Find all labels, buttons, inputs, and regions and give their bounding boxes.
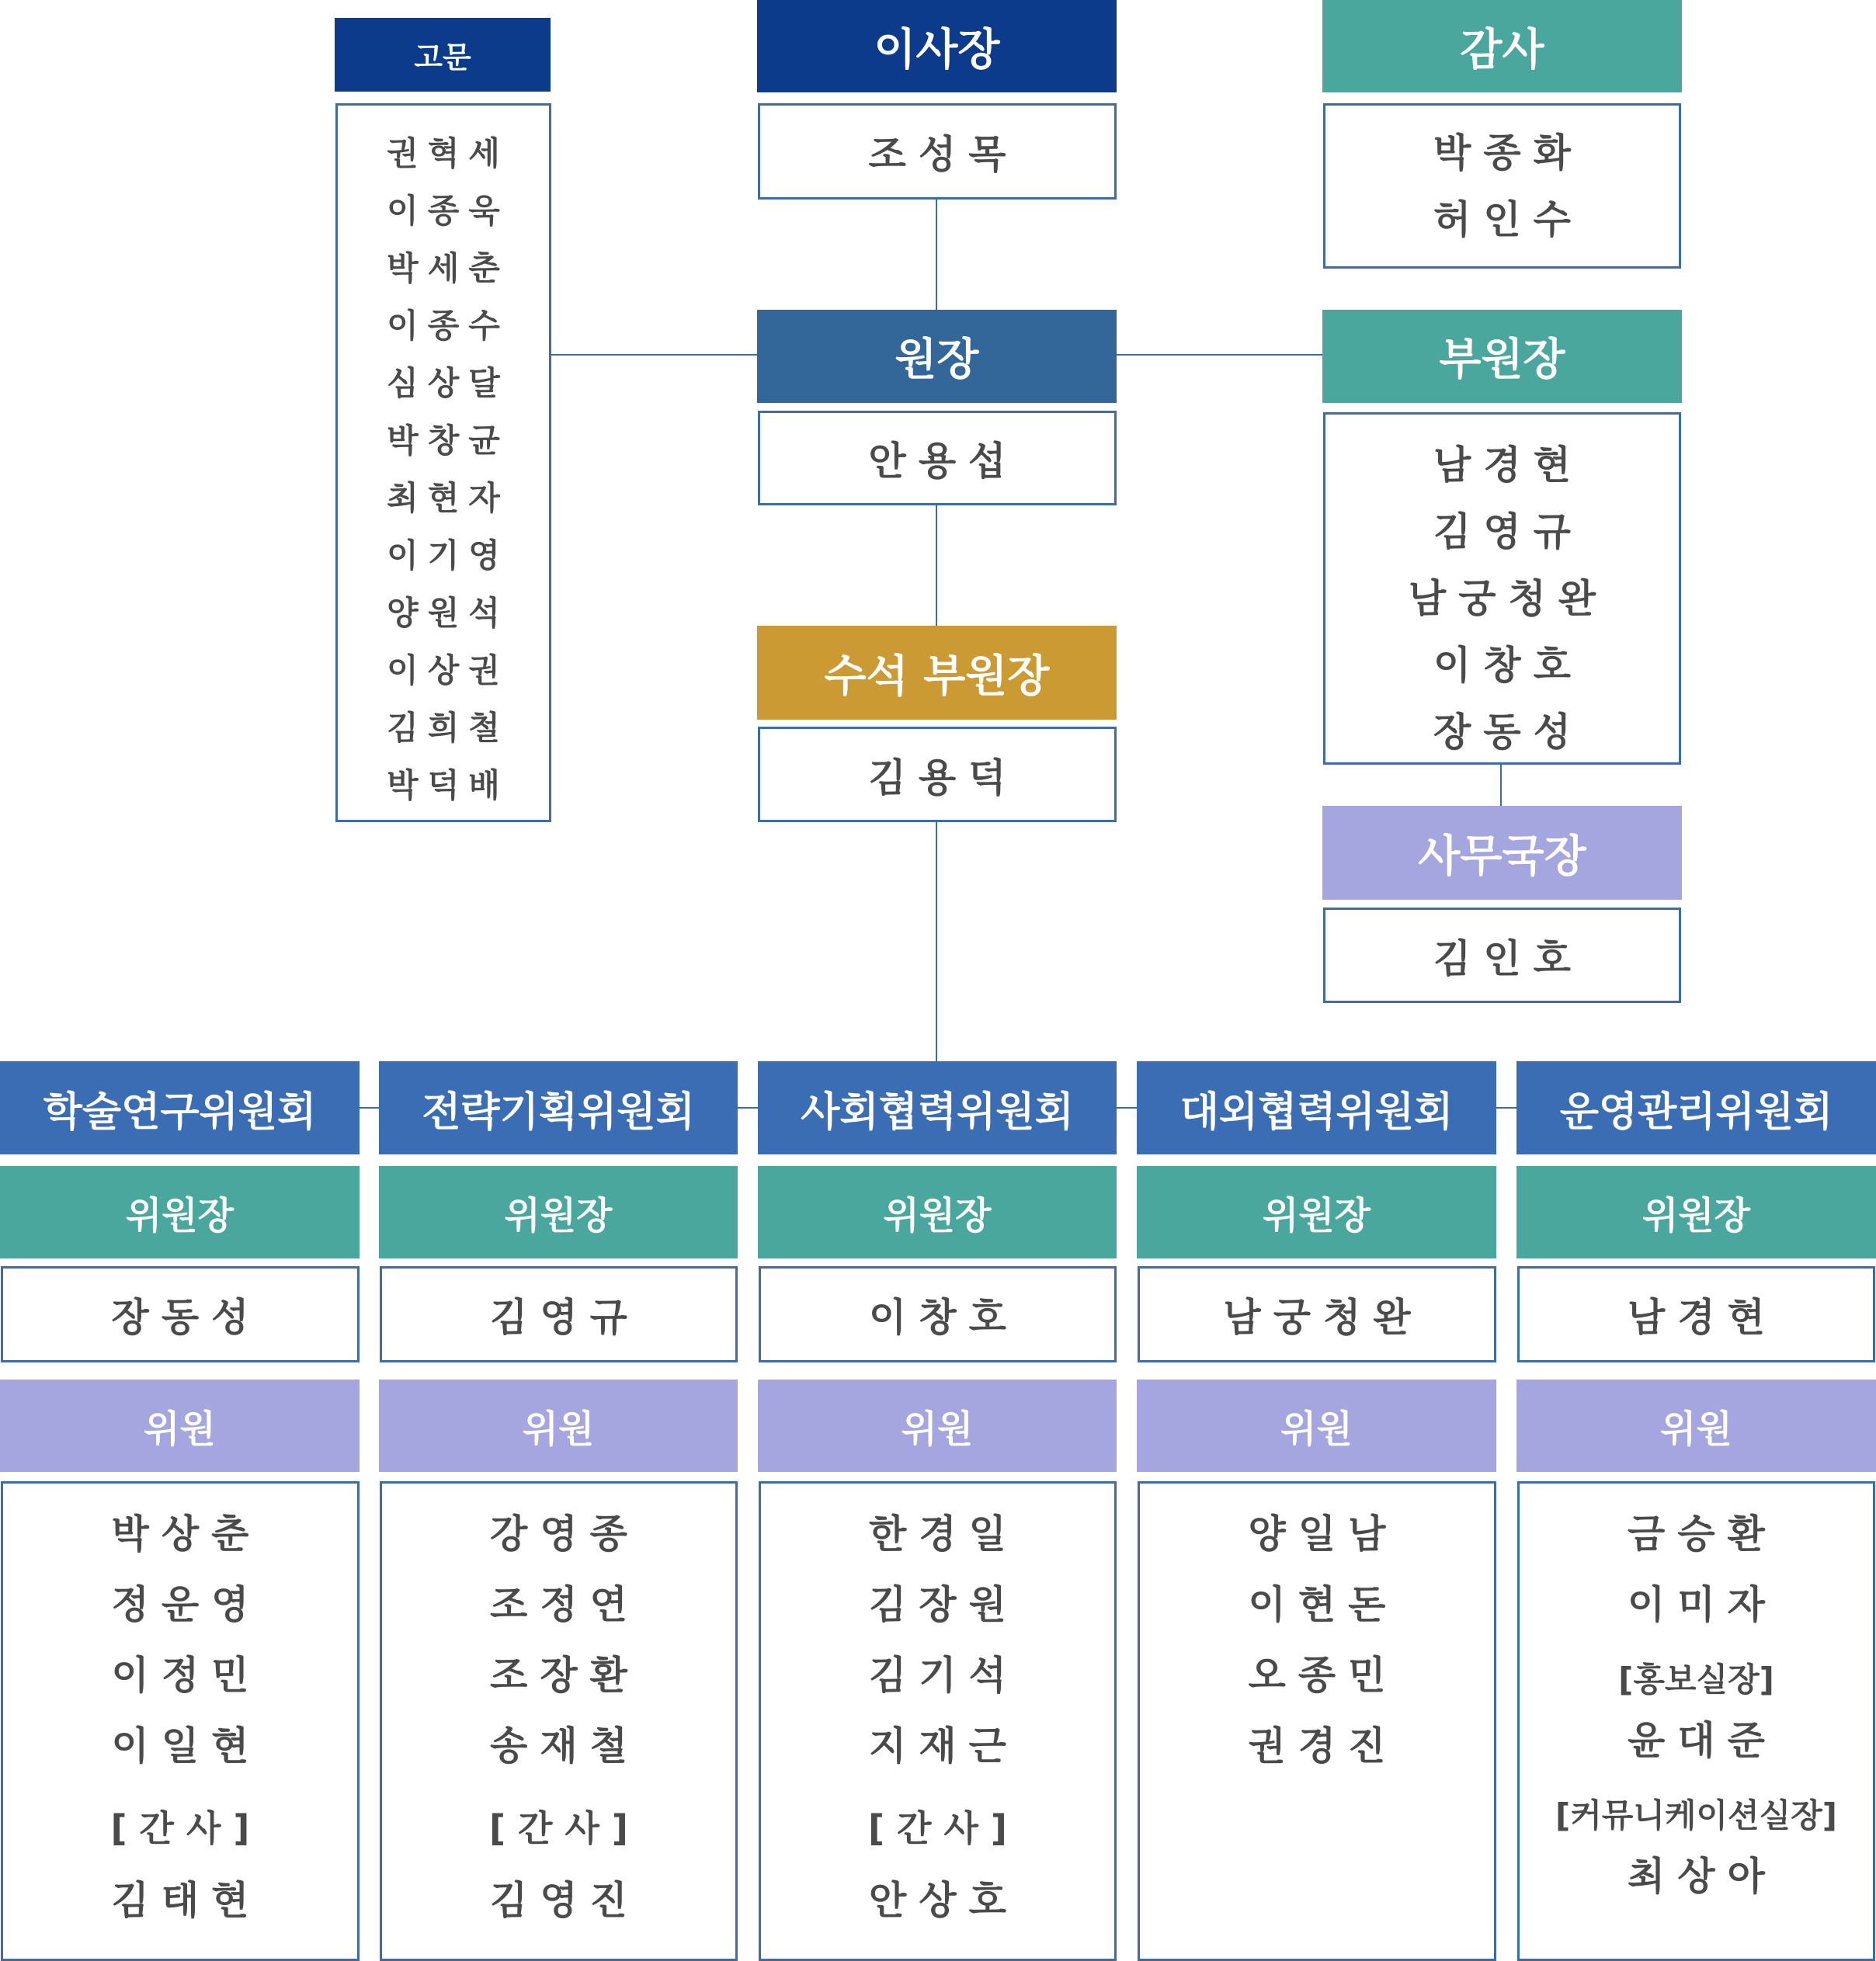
advisor-name: 박창균	[387, 422, 509, 460]
committee-member-name: 정운영	[111, 1582, 262, 1627]
advisors-title: 고문	[414, 40, 471, 75]
committee-chair-header	[379, 1166, 738, 1258]
committee-member-name: 지재근	[869, 1723, 1019, 1768]
committee-members-header	[379, 1380, 738, 1472]
secretary-header	[1322, 806, 1682, 900]
committee-sub-name: 김영진	[490, 1878, 640, 1923]
advisors-header	[335, 18, 551, 92]
committee-chair-label: 위원장	[1642, 1194, 1751, 1237]
committee-members-box	[1517, 1481, 1875, 1961]
committee-members-label: 위원	[1280, 1407, 1353, 1451]
committee-chair-name: 남궁청완	[1223, 1295, 1423, 1340]
advisor-name: 권혁세	[387, 134, 509, 172]
advisor-name: 이상권	[387, 651, 509, 689]
committee-header	[1516, 1061, 1876, 1154]
committee-title: 사회협력위원회	[801, 1088, 1074, 1136]
secretary-name: 김인호	[1433, 935, 1583, 981]
committee-sub-label: [간사]	[868, 1807, 1020, 1849]
committee-members-box	[1138, 1481, 1496, 1961]
senior-vice-title: 수석 부원장	[824, 651, 1050, 702]
committee-header	[1137, 1061, 1496, 1154]
committee-role-label: [커뮤니케이션실장]	[1555, 1796, 1837, 1834]
committee-member-name: 이일현	[111, 1723, 262, 1768]
line-advisors-director	[551, 354, 758, 356]
line-committee-1-2	[360, 1107, 379, 1109]
advisor-name: 박덕배	[387, 766, 509, 804]
auditors-title: 감사	[1460, 24, 1544, 75]
chairman-title: 이사장	[874, 24, 1000, 75]
committee-chair-label: 위원장	[883, 1194, 992, 1237]
advisor-name: 박세춘	[387, 249, 509, 287]
committee-header	[0, 1061, 360, 1154]
committee-sub-label: [간사]	[110, 1807, 262, 1849]
line-committee-2-3	[738, 1107, 758, 1109]
committee-member-name: 박상춘	[111, 1512, 262, 1557]
vice-directors-title: 부원장	[1439, 335, 1565, 385]
auditors-box	[1323, 103, 1681, 269]
committee-chair-label: 위원장	[125, 1194, 234, 1237]
advisors-box	[335, 103, 551, 822]
auditor-name: 허인수	[1433, 196, 1583, 242]
secretary-box	[1323, 908, 1681, 1003]
advisor-name: 심상달	[387, 364, 509, 402]
committee-member-name: 조정연	[490, 1582, 640, 1627]
vice-directors-header	[1322, 310, 1682, 403]
committee-sub-name: 김태현	[111, 1878, 262, 1923]
line-chairman-director	[936, 199, 937, 311]
line-senior-committees	[936, 821, 937, 1062]
advisor-name: 최현자	[387, 479, 509, 517]
committee-chair-name: 김영규	[490, 1295, 640, 1340]
committee-sub-name: 안상호	[869, 1878, 1019, 1923]
committee-role-name: 윤대준	[1628, 1718, 1777, 1763]
committee-chair-name: 장동성	[111, 1295, 262, 1340]
vice-directors-box	[1323, 412, 1681, 765]
line-committee-3-4	[1117, 1107, 1137, 1109]
senior-vice-name: 김용덕	[868, 755, 1019, 800]
committee-chair-box	[380, 1266, 738, 1362]
advisor-name: 김희철	[387, 709, 509, 747]
senior-vice-box	[758, 727, 1117, 822]
vice-director-name: 김영규	[1433, 509, 1583, 554]
committee-member-name: 김장원	[869, 1582, 1019, 1627]
committee-member-name: 조장환	[490, 1653, 640, 1698]
director-header	[757, 310, 1117, 403]
line-director-senior	[936, 505, 937, 626]
senior-vice-header	[757, 626, 1117, 720]
committee-chair-name: 이창호	[869, 1295, 1019, 1340]
director-name: 안용섭	[868, 439, 1019, 484]
committee-title: 학술연구위원회	[43, 1088, 317, 1136]
committee-members-box	[380, 1481, 738, 1961]
chairman-box	[758, 103, 1117, 200]
chairman-header	[757, 0, 1117, 92]
committee-title: 전략기획위원회	[422, 1088, 695, 1136]
vice-director-name: 남경현	[1433, 443, 1583, 488]
advisor-name: 이종욱	[387, 192, 509, 230]
committee-member-name: 강영종	[490, 1512, 640, 1557]
line-vice-secretary	[1500, 764, 1502, 807]
committee-members-box	[1, 1481, 360, 1961]
committee-chair-name: 남경현	[1628, 1295, 1777, 1340]
committee-member-name: 이정민	[111, 1653, 262, 1698]
vice-director-name: 장동성	[1433, 710, 1583, 755]
committee-members-label: 위원	[1660, 1407, 1732, 1451]
committee-members-label: 위원	[522, 1407, 595, 1451]
committee-member-name: 오종민	[1248, 1653, 1398, 1698]
committee-sub-label: [간사]	[489, 1807, 641, 1849]
committee-chair-header	[0, 1166, 360, 1258]
committee-header	[758, 1061, 1117, 1154]
committee-member-name: 양일남	[1248, 1512, 1398, 1557]
chairman-name: 조성목	[868, 132, 1019, 177]
line-committee-4-5	[1496, 1107, 1516, 1109]
secretary-title: 사무국장	[1418, 831, 1586, 882]
committee-members-header	[1137, 1380, 1496, 1472]
vice-director-name: 이창호	[1433, 643, 1583, 688]
committee-members-header	[1516, 1380, 1876, 1472]
advisor-name: 양원석	[387, 594, 509, 632]
committee-chair-header	[758, 1166, 1117, 1258]
committee-chair-label: 위원장	[504, 1194, 613, 1237]
committee-members-box	[759, 1481, 1117, 1961]
committee-title: 운영관리위원회	[1559, 1088, 1833, 1136]
advisor-name: 이기영	[387, 536, 509, 574]
auditor-name: 박종화	[1433, 130, 1583, 175]
committee-chair-box	[1517, 1266, 1875, 1362]
committee-members-header	[758, 1380, 1117, 1472]
director-box	[758, 411, 1117, 505]
committee-chair-header	[1137, 1166, 1496, 1258]
auditors-header	[1322, 0, 1682, 92]
committee-chair-header	[1516, 1166, 1876, 1258]
committee-role-name: 최상아	[1628, 1854, 1777, 1899]
committee-member-name: 금승환	[1628, 1512, 1777, 1557]
vice-director-name: 남궁청완	[1408, 576, 1609, 621]
committee-member-name: 권경진	[1248, 1723, 1398, 1768]
line-director-vice	[1117, 354, 1323, 356]
director-title: 원장	[895, 335, 979, 385]
committee-title: 대외협력위원회	[1179, 1088, 1454, 1136]
committee-chair-box	[1138, 1266, 1496, 1362]
committee-member-name: 이현돈	[1248, 1582, 1398, 1627]
committee-member-name: 김기석	[869, 1653, 1019, 1698]
committee-members-header	[0, 1380, 360, 1472]
committee-members-label: 위원	[144, 1407, 216, 1451]
committee-chair-box	[759, 1266, 1117, 1362]
committee-member-name: 이미자	[1628, 1582, 1777, 1627]
committee-member-name: 송재철	[490, 1723, 640, 1768]
committee-member-name: 한경일	[869, 1512, 1019, 1557]
committee-role-label: [홍보실장]	[1618, 1661, 1774, 1699]
committee-members-label: 위원	[901, 1407, 974, 1451]
advisor-name: 이종수	[387, 307, 509, 345]
committee-header	[379, 1061, 738, 1154]
committee-chair-box	[1, 1266, 360, 1362]
committee-chair-label: 위원장	[1262, 1194, 1371, 1237]
